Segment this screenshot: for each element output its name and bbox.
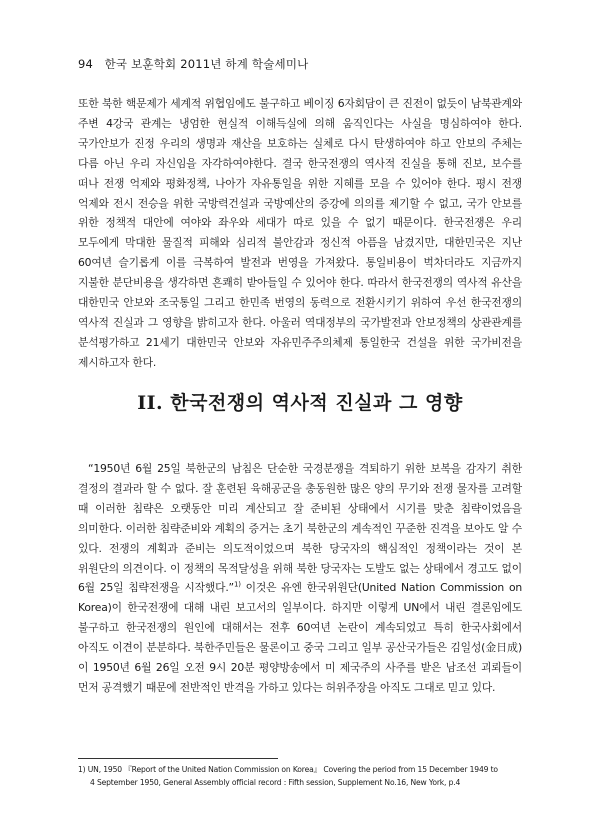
footnote-divider [78, 758, 278, 759]
footnote-line-1: 1) UN, 1950 『Report of the United Nation Commission on Korea』 Covering the period from 15 December 1949 to [78, 765, 498, 774]
footnote [78, 764, 526, 789]
un-report-quote: “1950년 6월 25일 북한군의 남침은 단순한 국경분쟁을 격퇴하기 위한 보복을 감자기 취한 결정의 결과라 할 수 없다. 잘 훈련된 육해공군을 총동원한 많은 양의 무기와 전쟁 물자를 고려할 때 이러한 침략은 오랫동안 미리 계산되고 잘 준비된 상태에서 시기를 맞춘 침략이었음을 의미한다. 이러한 침략준비와 계획의 증거는 초기 북한군의 계속적인 꾸준한 진격을 보아도 알 수 있다. 전쟁의 계획과 준비는 의도적이었으며 북한 당국자의 핵심적인 정책이라는 것이 본 위원단의 의견이다. 이 정책의 목적달성을 위해 북한 당국자는 도발도 없는 상태에서 경고도 없이 6월 25일 침략전쟁을 시작했다.” [78, 462, 522, 595]
section-paragraph-body: 이것은 유엔 한국위원단(United Nation Commission on Korea)이 한국전쟁에 대해 내린 보고서의 일부이다. 하지만 이렇게 UN에서 내린 결론임에도 불구하고 한국전쟁의 원인에 대해서는 전후 60여년 논란이 계속되었고 특히 한국사회에서 아직도 이견이 분분하다. 북한주민들은 물론이고 중국 그리고 일부 공산국가들은 김일성(金日成)이 1950년 6월 26일 오전 9시 20분 평양방송에서 미 제국주의 사주를 받은 남조선 괴뢰들이 먼저 공격했기 때문에 전반적인 반격을 가하고 있다는 허위주장을 아직도 그대로 믿고 있다. [78, 581, 523, 694]
footnote-line-2: 4 September 1950, General Assembly official record : Fifth session, Supplement No.16, New York, p.4 [90, 777, 461, 787]
running-header [78, 56, 308, 72]
footnote-ref[interactable]: 1) [233, 580, 241, 589]
intro-paragraph: 또한 북한 핵문제가 세계적 위협임에도 불구하고 베이징 6자회담이 큰 진전이 없듯이 남북관계와 주변 4강국 관계는 냉엄한 현실적 이해득실에 의해 움직인다는 사실을 명심하여야 한다. 국가안보가 진정 우리의 생명과 재산을 보호하는 실체로 다시 탄생하여야 하고 안보의 주체는 다름 아닌 우리 자신임을 자각하여야한다. 결국 한국전쟁의 역사적 진실을 통해 진보, 보수를 떠나 전쟁 억제와 평화정책, 나아가 자유통일을 위한 지혜를 모을 수 있어야 한다. 평시 전쟁 억제와 전시 전승을 위한 국방력건설과 국방예산의 증강에 의의를 제기할 수 없고, 국가 안보를 위한 정책적 대안에 여야와 좌우와 세대가 따로 있을 수 없기 때문이다. 한국전쟁은 우리 모두에게 막대한 물질적 피해와 심리적 불안감과 정신적 아픔을 남겼지만, 대한민국은 지난 60여년 슬기롭게 이를 극복하여 발전과 번영을 가져왔다. 통일비용이 벅차더라도 지금까지 지불한 분단비용을 생각하면 흔쾌히 받아들일 수 있어야 한다. 따라서 한국전쟁의 역사적 유산을 대한민국 안보와 조국통일 그리고 한민족 번영의 동력으로 전환시키기 위하여 우선 한국전쟁의 역사적 진실과 그 영향을 밝히고자 한다. 아울러 역대정부의 국가발전과 안보정책의 상관관계를 분석평가하고 21세기 대한민국 안보와 자유민주주의체제 통일한국 건설을 위한 국가비전을 제시하고자 한다. [78, 97, 522, 369]
section-heading: II. 한국전쟁의 역사적 진실과 그 영향 [137, 392, 463, 414]
page-number: 94 [78, 57, 94, 71]
section-paragraph [78, 459, 522, 698]
running-title: 한국 보훈학회 2011년 하계 학술세미나 [104, 57, 309, 71]
